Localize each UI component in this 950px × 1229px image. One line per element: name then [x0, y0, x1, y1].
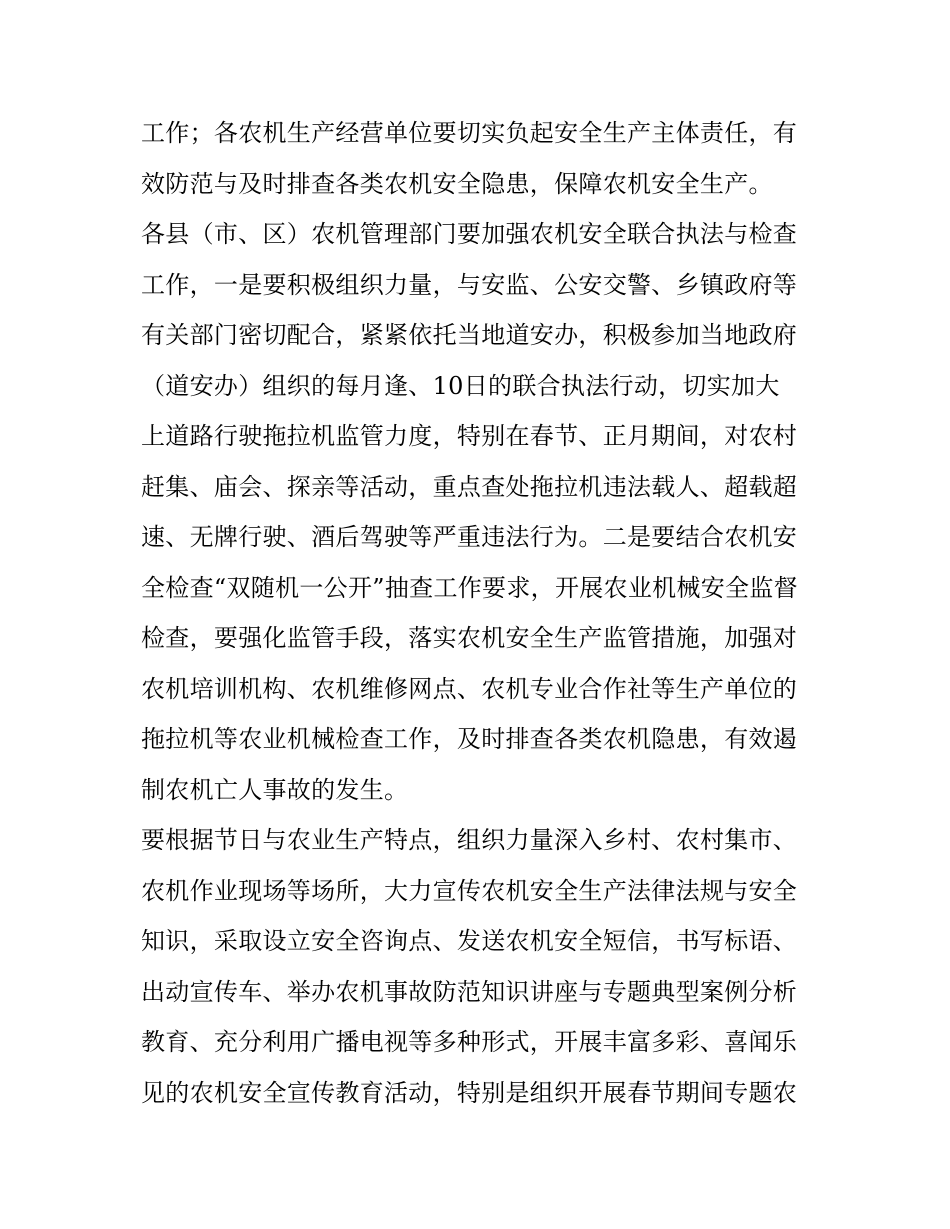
text-line: 教育、充分利用广播电视等多种形式，开展丰富多彩、喜闻乐 — [141, 1028, 798, 1056]
text-line: 有关部门密切配合，紧紧依托当地道安办，积极参加当地政府 — [141, 321, 798, 349]
text-line: 见的农机安全宣传教育活动，特别是组织开展春节期间专题农 — [141, 1078, 798, 1107]
text-line: 工作，一是要积极组织力量，与安监、公安交警、乡镇政府等 — [141, 270, 798, 299]
text-line: 赶集、庙会、探亲等活动，重点查处拖拉机违法载人、超载超 — [141, 472, 798, 501]
text-line: 效防范与及时排查各类农机安全隐患，保障农机安全生产。 — [141, 169, 773, 198]
text-line: 检查，要强化监管手段，落实农机安全生产监管措施，加强对 — [141, 624, 798, 652]
text-line: 工作；各农机生产经营单位要切实负起安全生产主体责任，有 — [141, 119, 798, 147]
text-line: 要根据节日与农业生产特点，组织力量深入乡村、农村集市、 — [141, 826, 798, 854]
text-line: 农机培训机构、农机维修网点、农机专业合作社等生产单位的 — [141, 674, 798, 703]
text-line: 上道路行驶拖拉机监管力度，特别在春节、正月期间，对农村 — [141, 422, 798, 450]
text-line: 农机作业现场等场所，大力宣传农机安全生产法律法规与安全 — [141, 876, 798, 905]
text-line: （道安办）组织的每月逢、10日的联合执法行动，切实加大 — [141, 371, 780, 400]
text-line: 知识，采取设立安全咨询点、发送农机安全短信，书写标语、 — [141, 927, 798, 955]
body-text — [141, 108, 813, 1118]
text-line: 拖拉机等农业机械检查工作，及时排查各类农机隐患，有效遏 — [141, 725, 798, 753]
text-line: 速、无牌行驶、酒后驾驶等严重违法行为。二是要结合农机安 — [141, 523, 798, 551]
text-line: 全检查“双随机一公开”抽查工作要求，开展农业机械安全监督 — [141, 573, 798, 602]
text-line: 制农机亡人事故的发生。 — [141, 775, 409, 804]
text-line: 各县（市、区）农机管理部门要加强农机安全联合执法与检查 — [141, 220, 798, 248]
text-line: 出动宣传车、举办农机事故防范知识讲座与专题典型案例分析 — [141, 977, 798, 1006]
